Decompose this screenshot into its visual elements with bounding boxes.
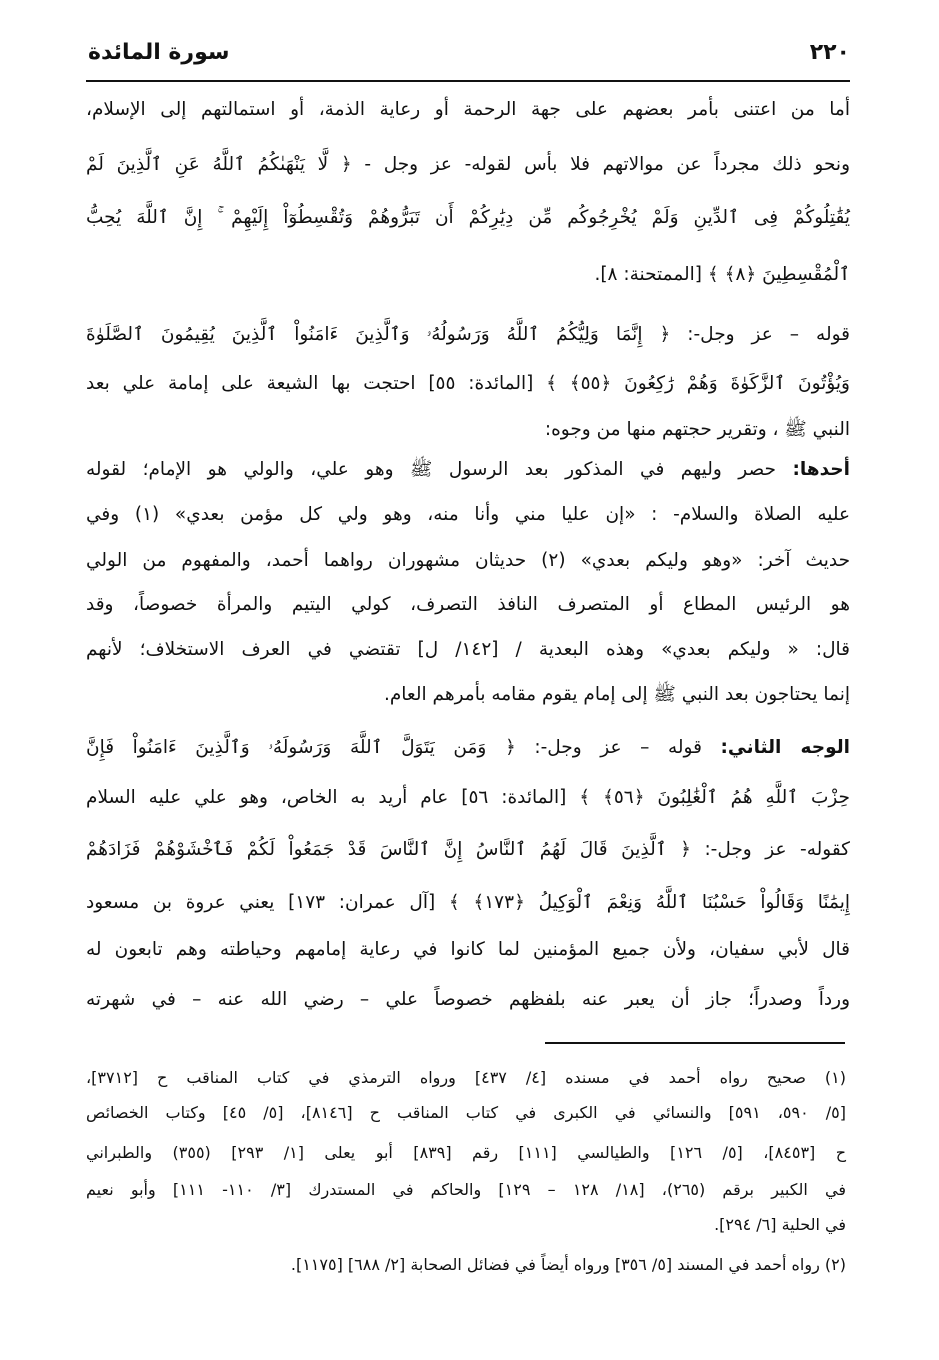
line-text: قوله – عز وجل-: ﴿ إِنَّمَا وَلِيُّكُمُ ٱللَّهُ وَرَسُولُهُۥ وَٱلَّذِينَ ءَامَنُواْ ٱلَّذِينَ يُقِيمُونَ ٱلصَّلَوٰةَ xyxy=(86,324,850,345)
text-line xyxy=(86,835,850,865)
footnote-line: في الكبير برقم (٢٦٥)، [١٨/ ١٢٨ – ١٢٩] والحاكم في المستدرك [٣/ ١١٠- ١١١] وأبو نعيم xyxy=(86,1180,847,1199)
text-line xyxy=(86,590,850,620)
text-line xyxy=(86,415,850,445)
line-text: أما من اعتنى بأمر بعضهم على جهة الرحمة أو رعاية الذمة، أو استمالتهم إلى الإسلام، xyxy=(86,99,850,120)
line-text: كقوله- عز وجل-: ﴿ ٱلَّذِينَ قَالَ لَهُمُ ٱلنَّاسُ إِنَّ ٱلنَّاسَ قَدْ جَمَعُواْ لَكُمْ فَٱخْشَوْهُمْ فَزَادَهُمْ xyxy=(86,839,850,860)
line-text: ورداً وصدراً؛ جاز أن يعبر عنه بلفظهم خصوصاً علي – رضي الله عنه – في شهرته xyxy=(86,989,850,1010)
text-line xyxy=(86,260,850,290)
text-line xyxy=(86,95,850,125)
line-text: قوله – عز وجل-: ﴿ وَمَن يَتَوَلَّ ٱللَّهَ وَرَسُولَهُۥ وَٱلَّذِينَ ءَامَنُواْ فَإِنَّ xyxy=(86,737,721,758)
section-lead: أحدها: xyxy=(792,459,850,480)
text-line xyxy=(86,455,850,485)
running-title: سورة المائدة xyxy=(88,40,230,65)
text-line xyxy=(86,320,850,350)
footnote-divider xyxy=(545,1042,845,1044)
line-text: هو الرئيس المطاع أو المتصرف النافذ التصرف، كولي اليتيم والمرأة خصوصاً، وقد xyxy=(86,594,850,615)
text-line xyxy=(86,935,850,965)
text-line xyxy=(86,546,850,576)
text-line xyxy=(86,150,850,180)
text-line xyxy=(86,369,850,399)
text-line xyxy=(86,888,850,918)
text-line xyxy=(86,733,850,763)
line-text: حِزْبَ ٱللَّهِ هُمُ ٱلْغَٰلِبُونَ ﴿٥٦﴾ ﴾ [المائدة: ٥٦] عام أريد به الخاص، وهو علي عليه السلام xyxy=(86,787,850,808)
line-text: ونحو ذلك مجرداً عن موالاتهم فلا بأس لقوله- عز وجل - ﴿ لَّا يَنْهَىٰكُمُ ٱللَّهُ عَنِ ٱلَّذِينَ لَمْ xyxy=(86,154,850,175)
text-line xyxy=(86,203,850,233)
line-text: ٱلْمُقْسِطِينَ ﴿٨﴾ ﴾ [الممتحنة: ٨]. xyxy=(594,264,850,285)
page-number: ٢٢٠ xyxy=(809,40,850,65)
line-text: عليه الصلاة والسلام- : «إن عليا مني وأنا منه، وهو ولي كل مؤمن بعدي» (١) وفي xyxy=(86,504,850,525)
text-line xyxy=(86,635,850,665)
text-line xyxy=(86,680,850,710)
line-text: حديث آخر: «وهو وليكم بعدي» (٢) حديثان مشهوران رواهما أحمد، والمفهوم من الولي xyxy=(86,550,851,571)
section-lead: الوجه الثاني: xyxy=(720,737,850,758)
text-line xyxy=(86,985,850,1015)
line-text: يُقَٰتِلُوكُمْ فِى ٱلدِّينِ وَلَمْ يُخْرِجُوكُم مِّن دِيَٰرِكُمْ أَن تَبَرُّوهُمْ وَتُقْسِطُوٓاْ إِلَيْهِمْ ۚ إِنَّ ٱللَّهَ يُحِبُّ xyxy=(86,207,850,228)
footnote-line: (١) صحيح رواه أحمد في مسنده [٤/ ٤٣٧] ورواه الترمذي في كتاب المناقب ح [٣٧١٢]، xyxy=(86,1068,847,1087)
line-text: إنما يحتاجون بعد النبي ﷺ إلى إمام يقوم مقامه بأمرهم العام. xyxy=(383,684,850,705)
footnote-line: في الحلية [٦/ ٢٩٤]. xyxy=(714,1215,846,1234)
line-text: وَيُؤْتُونَ ٱلزَّكَوٰةَ وَهُمْ رَٰكِعُونَ ﴿٥٥﴾ ﴾ [المائدة: ٥٥] احتجت بها الشيعة على إمامة علي بعد xyxy=(86,373,850,394)
line-text: حصر وليهم في المذكور بعد الرسول ﷺ وهو علي، والولي هو الإمام؛ لقوله xyxy=(86,459,793,480)
header-divider xyxy=(86,80,850,82)
footnote-line: ح [٨٤٥٣]، [٥/ ١٢٦] والطيالسي [١١١] رقم [٨٣٩] أبو يعلى [١/ ٢٩٣] (٣٥٥) والطبراني xyxy=(86,1143,847,1162)
text-line xyxy=(86,783,850,813)
line-text: النبي ﷺ ، وتقرير حجتهم منها من وجوه: xyxy=(544,419,850,440)
text-line xyxy=(86,500,850,530)
line-text: قال: « وليكم بعدي» وهذه البعدية / [١٤٢/ ل] تقتضي في العرف الاستخلاف؛ لأنهم xyxy=(86,639,850,660)
line-text: إِيمَٰنًا وَقَالُواْ حَسْبُنَا ٱللَّهُ وَنِعْمَ ٱلْوَكِيلُ ﴿١٧٣﴾ ﴾ [آل عمران: ١٧٣] يعني عروة بن مسعود xyxy=(86,892,851,913)
footnote-line: [٥/ ٥٩٠، ٥٩١] والنسائي في الكبرى في كتاب المناقب ح [٨١٤٦]، [٥/ ٤٥] وكتاب الخصائص xyxy=(86,1103,847,1122)
footnote-line: (٢) رواه أحمد في المسند [٥/ ٣٥٦] ورواه أيضاً في فضائل الصحابة [٢/ ٦٨٨] [١١٧٥]. xyxy=(290,1255,846,1274)
line-text: قال لأبي سفيان، ولأن جميع المؤمنين لما كانوا في رعاية إمامهم وحياطته وهم تابعون له xyxy=(86,939,850,960)
